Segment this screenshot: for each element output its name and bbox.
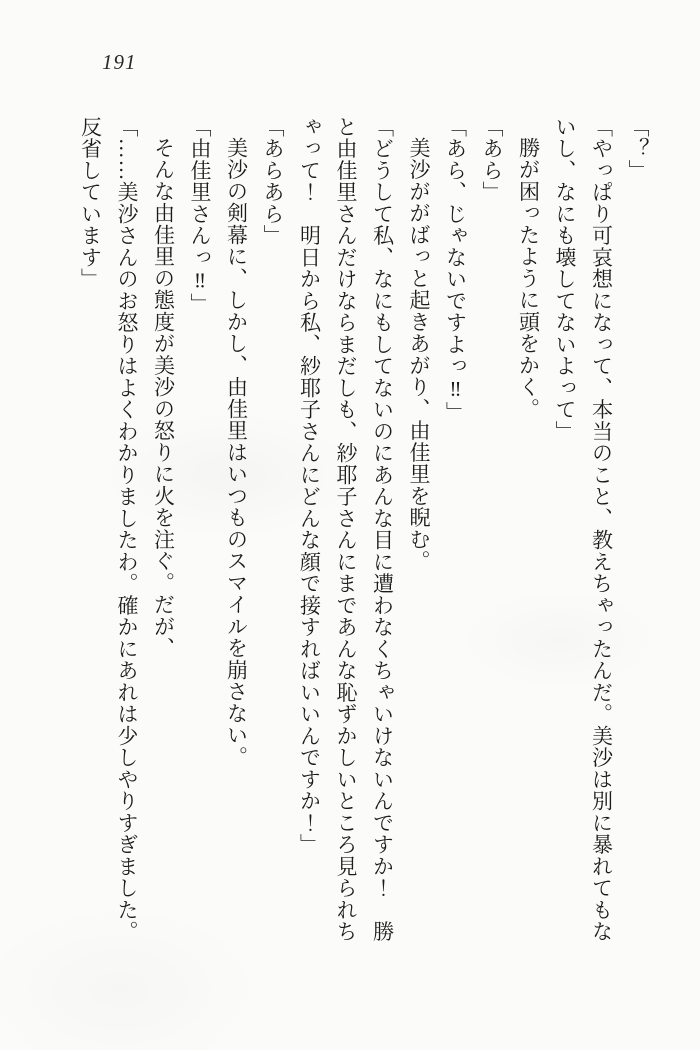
paragraph-06: 美沙ががばっと起きあがり、由佳里を睨む。: [407, 137, 431, 572]
paragraph-12: 「……美沙さんのお怒りはよくわかりましたわ。確かにあれは少しやりすぎました。反省しています」: [78, 116, 139, 943]
paragraph-07: 「どうして私、なにもしてないのにあんな目に遭わなくちゃいけないんですか！ 勝と由佳里さんだけならまだしも、紗耶子さんにまであんな恥ずかしいところ見られちゃって！ 明日から私、紗耶子さんにどんな顔で接すればいいんですか！」: [297, 116, 395, 943]
vertical-text-block: [70, 116, 656, 944]
page-number: 191: [102, 50, 137, 74]
paragraph-09: 美沙の剣幕に、しかし、由佳里はいつものスマイルを崩さない。: [224, 137, 249, 768]
paragraph-08: 「あらあら」: [261, 116, 285, 247]
paragraph-11: そんな由佳里の態度が美沙の怒りに火を注ぐ。だが、: [151, 137, 176, 659]
paragraph-01: 「？」: [626, 116, 650, 182]
paragraph-05: 「あら、じゃないですよっ‼」: [443, 116, 468, 424]
paragraph-03: 勝が困ったように頭をかく。: [516, 137, 541, 420]
paragraph-02: 「やっぱり可哀想になって、本当のこと、教えちゃったんだ。美沙は別に暴れてもないし、なにも壊してないよって」: [553, 116, 614, 943]
paragraph-10: 「由佳里さんっ‼」: [188, 116, 212, 315]
paragraph-04: 「あら」: [480, 116, 504, 203]
